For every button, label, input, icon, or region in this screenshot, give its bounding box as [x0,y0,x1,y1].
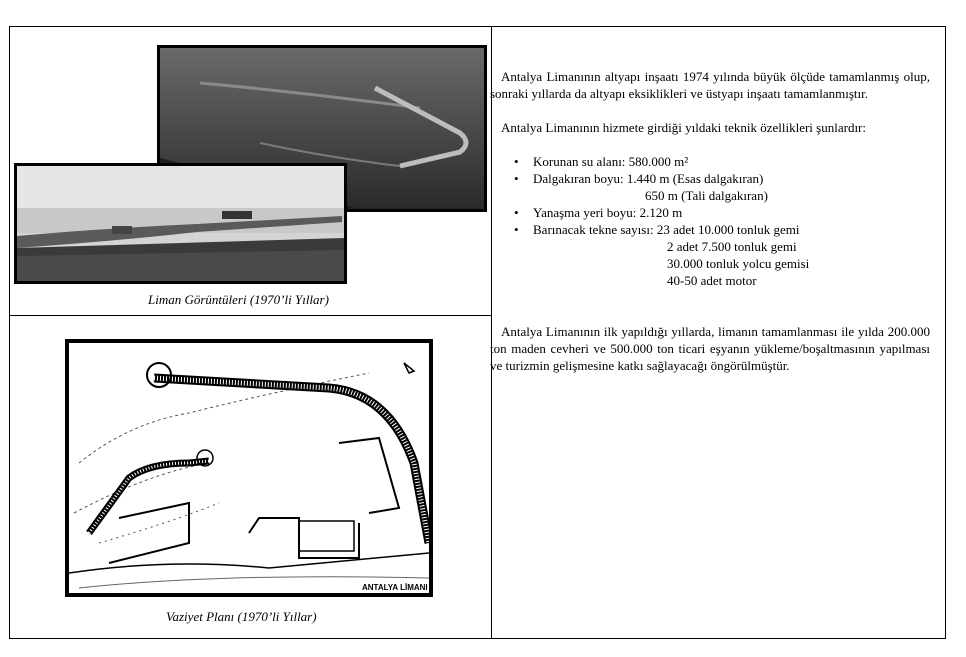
spec-continuation: 2 adet 7.500 tonluk gemi [667,239,797,254]
row-divider [10,315,492,316]
bullet-icon: • [514,222,519,237]
plan-label: ANTALYA LİMANI [362,583,428,592]
spec-continuation: 650 m (Tali dalgakıran) [645,188,768,203]
bullet-icon: • [514,154,519,169]
text-column [490,68,930,374]
bullet-icon: • [514,205,519,220]
spec-continuation: 30.000 tonluk yolcu gemisi [667,256,810,271]
spec-item [490,221,930,289]
paragraph-1: Antalya Limanının altyapı inşaatı 1974 yılında büyük ölçüde tamamlanmış olup, sonraki yıllarda da altyapı eksiklikleri ve üstyapı inşaatı tamamlanmıştır. [490,69,930,101]
spec-label: Korunan su alanı: 580.000 m² [533,154,689,169]
bullet-icon: • [514,171,519,186]
spec-continuation: 40-50 adet motor [667,273,757,288]
paragraph-2: Antalya Limanının hizmete girdiği yıldaki teknik özellikleri şunlardır: [501,120,866,135]
spec-label: Barınacak tekne sayısı: 23 adet 10.000 tonluk gemi [533,222,800,237]
spec-item [490,170,930,204]
spec-label: Dalgakıran boyu: 1.440 m (Esas dalgakıran) [533,171,764,186]
spec-item [490,153,930,170]
spec-item [490,204,930,221]
site-plan-drawing [65,339,433,597]
harbor-port-photo [14,163,347,284]
spec-label: Yanaşma yeri boyu: 2.120 m [533,205,683,220]
spec-list [490,153,930,289]
photos-caption: Liman Görüntüleri (1970’li Yıllar) [148,292,329,307]
paragraph-3: Antalya Limanının ilk yapıldığı yıllarda, limanın tamamlanması ile yılda 200.000 ton maden cevheri ve 500.000 ton ticari eşyanın yükleme/boşaltmasının yapılması ve turizmin gelişmesine katkı sağlayacağı öngörülmüştür. [490,324,930,373]
plan-caption: Vaziyet Planı (1970’li Yıllar) [166,609,317,624]
